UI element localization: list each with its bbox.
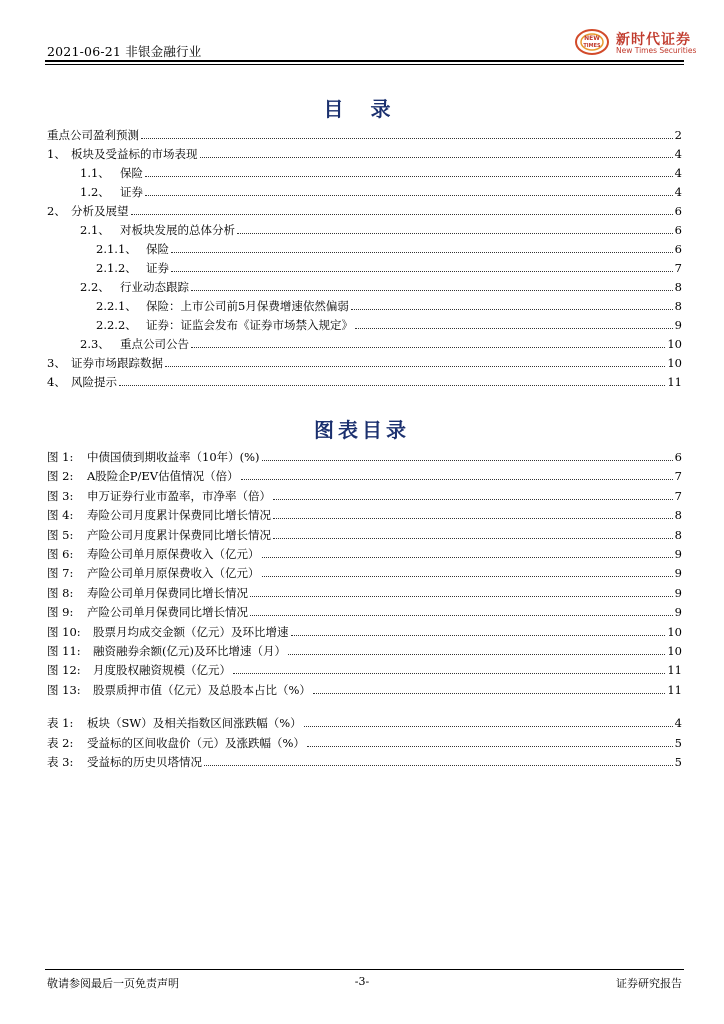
toc-entry[interactable]	[80, 276, 682, 294]
toc-entry-label: 重点公司公告	[120, 337, 189, 351]
dot-leader	[191, 290, 673, 291]
dot-leader	[141, 138, 673, 139]
toc-entry-label: 保险：上市公司前5月保费增速依然偏弱	[146, 299, 349, 313]
toc-entry-number: 1、	[47, 147, 66, 161]
dot-leader	[313, 693, 665, 694]
figure-entry-page: 7	[674, 469, 682, 484]
toc-entry-label: 证券	[146, 261, 169, 275]
dot-leader	[288, 654, 665, 655]
table-entry-label: 受益标的历史贝塔情况	[87, 755, 202, 769]
figure-entry[interactable]	[47, 640, 682, 658]
table-entry-number: 表 2:	[47, 735, 74, 750]
figure-entry-label: 股票月均成交金额（亿元）及环比增速	[93, 624, 289, 639]
figure-entry-number: 图 3:	[47, 488, 74, 503]
toc-entry-page: 4	[674, 185, 682, 199]
table-entry-page: 4	[674, 716, 682, 730]
table-entry[interactable]	[47, 732, 682, 750]
toc-entry-page: 8	[674, 280, 682, 294]
footer-disclaimer: 敬请参阅最后一页免责声明	[47, 977, 179, 990]
figure-entry-label: 产险公司单月保费同比增长情况	[87, 605, 248, 620]
toc-entry-page: 6	[674, 204, 682, 218]
toc-entry[interactable]	[80, 219, 682, 237]
toc-entry-label: 风险提示	[71, 375, 117, 389]
toc-entry-label: 板块及受益标的市场表现	[71, 147, 198, 161]
dot-leader	[304, 726, 673, 727]
toc-entry-page: 8	[674, 299, 682, 313]
header-date-sector: 2021-06-21 非银金融行业	[47, 44, 202, 59]
toc-entry-number: 2.2.1、	[96, 299, 137, 313]
dot-leader	[291, 635, 666, 636]
figure-entry[interactable]	[47, 504, 682, 522]
toc-entry[interactable]	[47, 352, 682, 370]
toc-entry-label: 对板块发展的总体分析	[120, 223, 235, 237]
figure-entry-page: 9	[674, 547, 682, 561]
figure-entry[interactable]	[47, 679, 682, 697]
toc-entry-page: 7	[674, 261, 682, 275]
toc-entry-page: 9	[674, 318, 682, 332]
footer-divider	[45, 969, 684, 970]
new-times-logo-icon	[574, 28, 610, 56]
dot-leader	[351, 309, 673, 310]
toc-entry-number: 2、	[47, 204, 66, 218]
figure-entry-label: 中债国债到期收益率（10年）(%)	[87, 450, 260, 464]
dot-leader	[119, 385, 665, 386]
dot-leader	[355, 328, 673, 329]
page-number: -3-	[354, 975, 370, 988]
toc-entry-page: 4	[674, 147, 682, 161]
dot-leader	[171, 252, 673, 253]
logo-mark-text-bottom: TIMES	[583, 43, 601, 49]
figure-entry[interactable]	[47, 659, 682, 677]
figure-entry-label: 寿险公司单月保费同比增长情况	[87, 585, 248, 600]
table-entry[interactable]	[47, 751, 682, 769]
dot-leader	[250, 615, 673, 616]
header-divider-thin	[45, 64, 684, 65]
figure-entry[interactable]	[47, 465, 682, 483]
table-entry[interactable]	[47, 712, 682, 730]
toc-entry[interactable]	[47, 143, 682, 161]
figure-entry-page: 11	[667, 663, 682, 678]
toc-entry-page: 4	[674, 166, 682, 180]
dot-leader	[145, 195, 673, 196]
toc-entry-page: 6	[674, 242, 682, 256]
dot-leader	[241, 479, 673, 480]
toc-entry-label: 证券：证监会发布《证券市场禁入规定》	[146, 318, 353, 332]
figure-entry-number: 图 5:	[47, 527, 74, 542]
table-entry-number: 表 1:	[47, 716, 74, 730]
logo-mark-text-top: NEW	[584, 35, 600, 42]
figure-entry-number: 图 10:	[47, 624, 81, 639]
figure-entry[interactable]	[47, 621, 682, 639]
figures-toc-title: 图表目录	[314, 418, 410, 442]
toc-entry-label: 保险	[146, 242, 169, 256]
dot-leader	[273, 499, 673, 500]
figure-entry[interactable]	[47, 601, 682, 619]
toc-entry[interactable]	[96, 314, 682, 332]
table-entry-label: 受益标的区间收盘价（元）及涨跌幅（%）	[87, 735, 305, 750]
figure-entry-page: 10	[667, 644, 682, 658]
table-entry-number: 表 3:	[47, 755, 74, 769]
figure-entry-page: 11	[667, 682, 682, 697]
figure-entry-page: 8	[674, 527, 682, 542]
toc-entry-label: 行业动态跟踪	[120, 280, 189, 294]
figure-entry-number: 图 13:	[47, 682, 81, 697]
toc-entry[interactable]	[80, 181, 682, 199]
figure-entry-number: 图 4:	[47, 508, 74, 523]
logo-english-name: New Times Securities	[616, 46, 697, 55]
toc-entry-number: 2.2.2、	[96, 318, 137, 332]
dot-leader	[262, 460, 673, 461]
figure-entry-label: A股险企P/EV估值情况（倍）	[87, 469, 239, 484]
toc-entry-label: 分析及展望	[71, 204, 129, 218]
toc-entry-number: 4、	[47, 375, 66, 389]
figure-entry[interactable]	[47, 485, 682, 503]
toc-entry[interactable]	[47, 124, 682, 142]
toc-entry-page: 10	[667, 337, 682, 351]
dot-leader	[273, 538, 673, 539]
figure-entry-label: 申万证券行业市盈率，市净率（倍）	[87, 488, 271, 503]
figure-entry-number: 图 11:	[47, 644, 81, 658]
figure-entry-number: 图 2:	[47, 469, 74, 484]
figure-entry[interactable]	[47, 524, 682, 542]
dot-leader	[165, 366, 665, 367]
toc-entry-number: 2.3、	[80, 337, 110, 351]
figure-entry-page: 6	[674, 450, 682, 464]
dot-leader	[233, 673, 665, 674]
toc-entry-number: 2.1、	[80, 223, 110, 237]
figure-entry[interactable]	[47, 543, 682, 561]
dot-leader	[171, 271, 673, 272]
figure-entry-number: 图 9:	[47, 605, 74, 620]
figure-entry-number: 图 7:	[47, 566, 74, 581]
toc-entry[interactable]	[80, 333, 682, 351]
toc-entry[interactable]	[80, 162, 682, 180]
dot-leader	[204, 765, 673, 766]
toc-entry-number: 1.1、	[80, 166, 110, 180]
toc-entry-label: 证券市场跟踪数据	[71, 356, 163, 370]
dot-leader	[200, 157, 673, 158]
dot-leader	[191, 347, 665, 348]
figure-entry-label: 寿险公司单月原保费收入（亿元）	[87, 547, 260, 561]
toc-entry-label: 重点公司盈利预测	[47, 128, 139, 142]
dot-leader	[262, 576, 673, 577]
figure-entry-number: 图 1:	[47, 450, 74, 464]
dot-leader	[307, 746, 673, 747]
figure-entry-label: 融资融券余额(亿元)及环比增速（月）	[93, 644, 286, 658]
toc-entry[interactable]	[96, 257, 682, 275]
toc-entry-page: 10	[667, 356, 682, 370]
figure-entry-page: 9	[674, 585, 682, 600]
dot-leader	[273, 518, 673, 519]
dot-leader	[145, 176, 673, 177]
figure-entry-label: 股票质押市值（亿元）及总股本占比（%）	[93, 682, 311, 697]
dot-leader	[131, 214, 673, 215]
toc-entry[interactable]	[47, 200, 682, 218]
figure-entry-page: 9	[674, 566, 682, 581]
figure-entry-label: 产险公司月度累计保费同比增长情况	[87, 527, 271, 542]
figure-entry-number: 图 8:	[47, 585, 74, 600]
figure-entry[interactable]	[47, 446, 682, 464]
toc-entry-label: 证券	[120, 185, 143, 199]
toc-entry[interactable]	[47, 371, 682, 389]
figure-entry-number: 图 12:	[47, 663, 81, 678]
figure-entry-page: 7	[674, 488, 682, 503]
toc-entry[interactable]	[96, 238, 682, 256]
figure-entry-label: 产险公司单月原保费收入（亿元）	[87, 566, 260, 581]
company-logo	[574, 28, 697, 56]
dot-leader	[250, 596, 673, 597]
figure-entry-label: 月度股权融资规模（亿元）	[93, 663, 231, 678]
toc-entry-number: 1.2、	[80, 185, 110, 199]
table-entry-label: 板块（SW）及相关指数区间涨跌幅（%）	[87, 716, 302, 730]
toc-entry-number: 2.1.2、	[96, 261, 137, 275]
figure-entry-page: 10	[667, 624, 682, 639]
header-divider-thick	[45, 60, 684, 62]
footer-report-type: 证券研究报告	[616, 977, 682, 990]
figure-entry-number: 图 6:	[47, 547, 74, 561]
toc-entry-page: 11	[667, 375, 682, 389]
table-entry-page: 5	[674, 755, 682, 769]
toc-entry-number: 3、	[47, 356, 66, 370]
toc-entry-number: 2.1.1、	[96, 242, 137, 256]
toc-title: 目 录	[323, 97, 401, 121]
figure-entry[interactable]	[47, 562, 682, 580]
figure-entry[interactable]	[47, 582, 682, 600]
toc-entry[interactable]	[96, 295, 682, 313]
toc-entry-label: 保险	[120, 166, 143, 180]
toc-entry-number: 2.2、	[80, 280, 110, 294]
dot-leader	[237, 233, 673, 234]
toc-entry-page: 2	[674, 128, 682, 142]
figure-entry-page: 8	[674, 508, 682, 523]
toc-entry-page: 6	[674, 223, 682, 237]
figure-entry-label: 寿险公司月度累计保费同比增长情况	[87, 508, 271, 523]
dot-leader	[262, 557, 673, 558]
figure-entry-page: 9	[674, 605, 682, 620]
logo-chinese-name: 新时代证券	[616, 32, 691, 48]
table-entry-page: 5	[674, 735, 682, 750]
